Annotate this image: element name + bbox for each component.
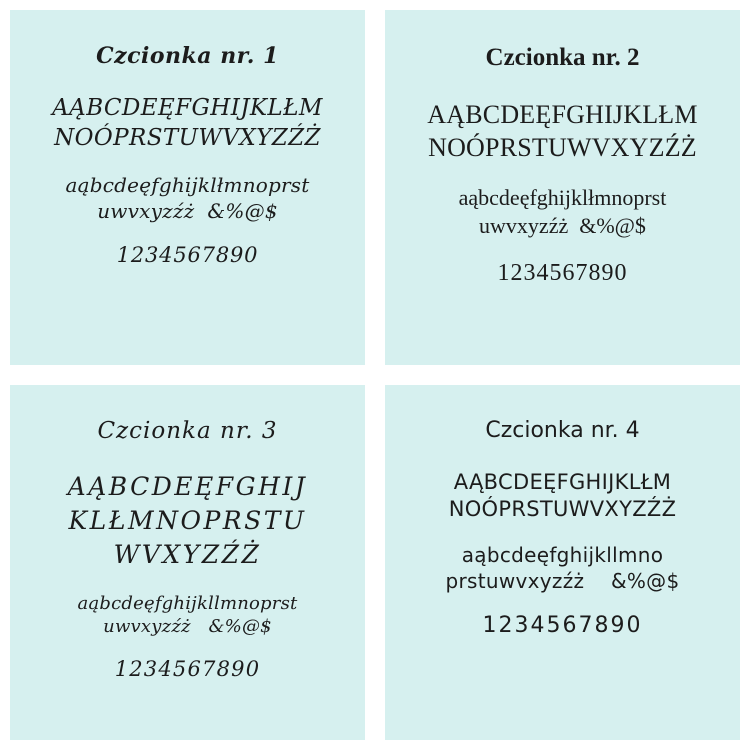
font-sample-title-4: Czcionka nr. 4 xyxy=(485,418,640,443)
uppercase-line: WVXYZŹŻ xyxy=(113,539,262,569)
font-sample-panel-2 xyxy=(385,10,740,365)
digits-specimen-4: 1234567890 xyxy=(482,613,643,639)
font-sample-title-2: Czcionka nr. 2 xyxy=(485,44,640,71)
digits-specimen-1: 1234567890 xyxy=(116,243,259,268)
lowercase-line: uwvxyzźż &%@$ xyxy=(103,615,272,637)
lowercase-line: aąbcdeęfghijklłmnoprst xyxy=(65,173,310,198)
font-sample-title-3: Czcionka nr. 3 xyxy=(97,418,278,444)
font-sample-cell-1 xyxy=(0,0,375,375)
uppercase-line: KLŁMNOPRSTU xyxy=(68,506,307,536)
font-sample-cell-2 xyxy=(375,0,750,375)
uppercase-line: NOÓPRSTUWVXYZŹŻ xyxy=(448,497,677,522)
lowercase-line: prstuwvxyzźż &%@$ xyxy=(445,568,680,593)
uppercase-line: NOÓPRSTUWVXYZŹŻ xyxy=(428,132,697,162)
uppercase-specimen-3 xyxy=(10,470,365,571)
lowercase-line: aąbcdeęfghijkllmnoprst xyxy=(77,592,298,614)
lowercase-specimen-2 xyxy=(385,184,740,240)
lowercase-line: aąbcdeęfghijklłmnoprst xyxy=(458,185,667,211)
font-sample-title-1: Czcionka nr. 1 xyxy=(96,43,279,69)
font-sample-cell-3 xyxy=(0,375,375,750)
lowercase-line: aąbcdeęfghijkllmno xyxy=(461,542,664,567)
uppercase-line: AĄBCDEĘFGHIJKLŁM xyxy=(453,470,672,495)
lowercase-line: uwvxyzźż &%@$ xyxy=(479,213,646,239)
uppercase-line: AĄBCDEĘFGHIJ xyxy=(67,472,308,502)
uppercase-specimen-4 xyxy=(385,469,740,523)
font-sample-panel-1 xyxy=(10,10,365,365)
uppercase-line: AĄBCDEĘFGHIJKLŁM xyxy=(427,99,698,129)
digits-specimen-2: 1234567890 xyxy=(497,260,628,287)
uppercase-line: AĄBCDEĘFGHIJKLŁM xyxy=(52,95,323,122)
lowercase-line: uwvxyzźż &%@$ xyxy=(97,198,278,223)
digits-specimen-3: 1234567890 xyxy=(114,656,261,681)
lowercase-specimen-3 xyxy=(10,592,365,638)
font-sample-panel-4 xyxy=(385,385,740,740)
font-sample-panel-3 xyxy=(10,385,365,740)
uppercase-line: NOÓPRSTUWVXYZŹŻ xyxy=(54,124,321,151)
lowercase-specimen-1 xyxy=(10,173,365,224)
uppercase-specimen-2 xyxy=(385,98,740,165)
lowercase-specimen-4 xyxy=(385,543,740,594)
uppercase-specimen-1 xyxy=(10,94,365,153)
font-sample-cell-4 xyxy=(375,375,750,750)
